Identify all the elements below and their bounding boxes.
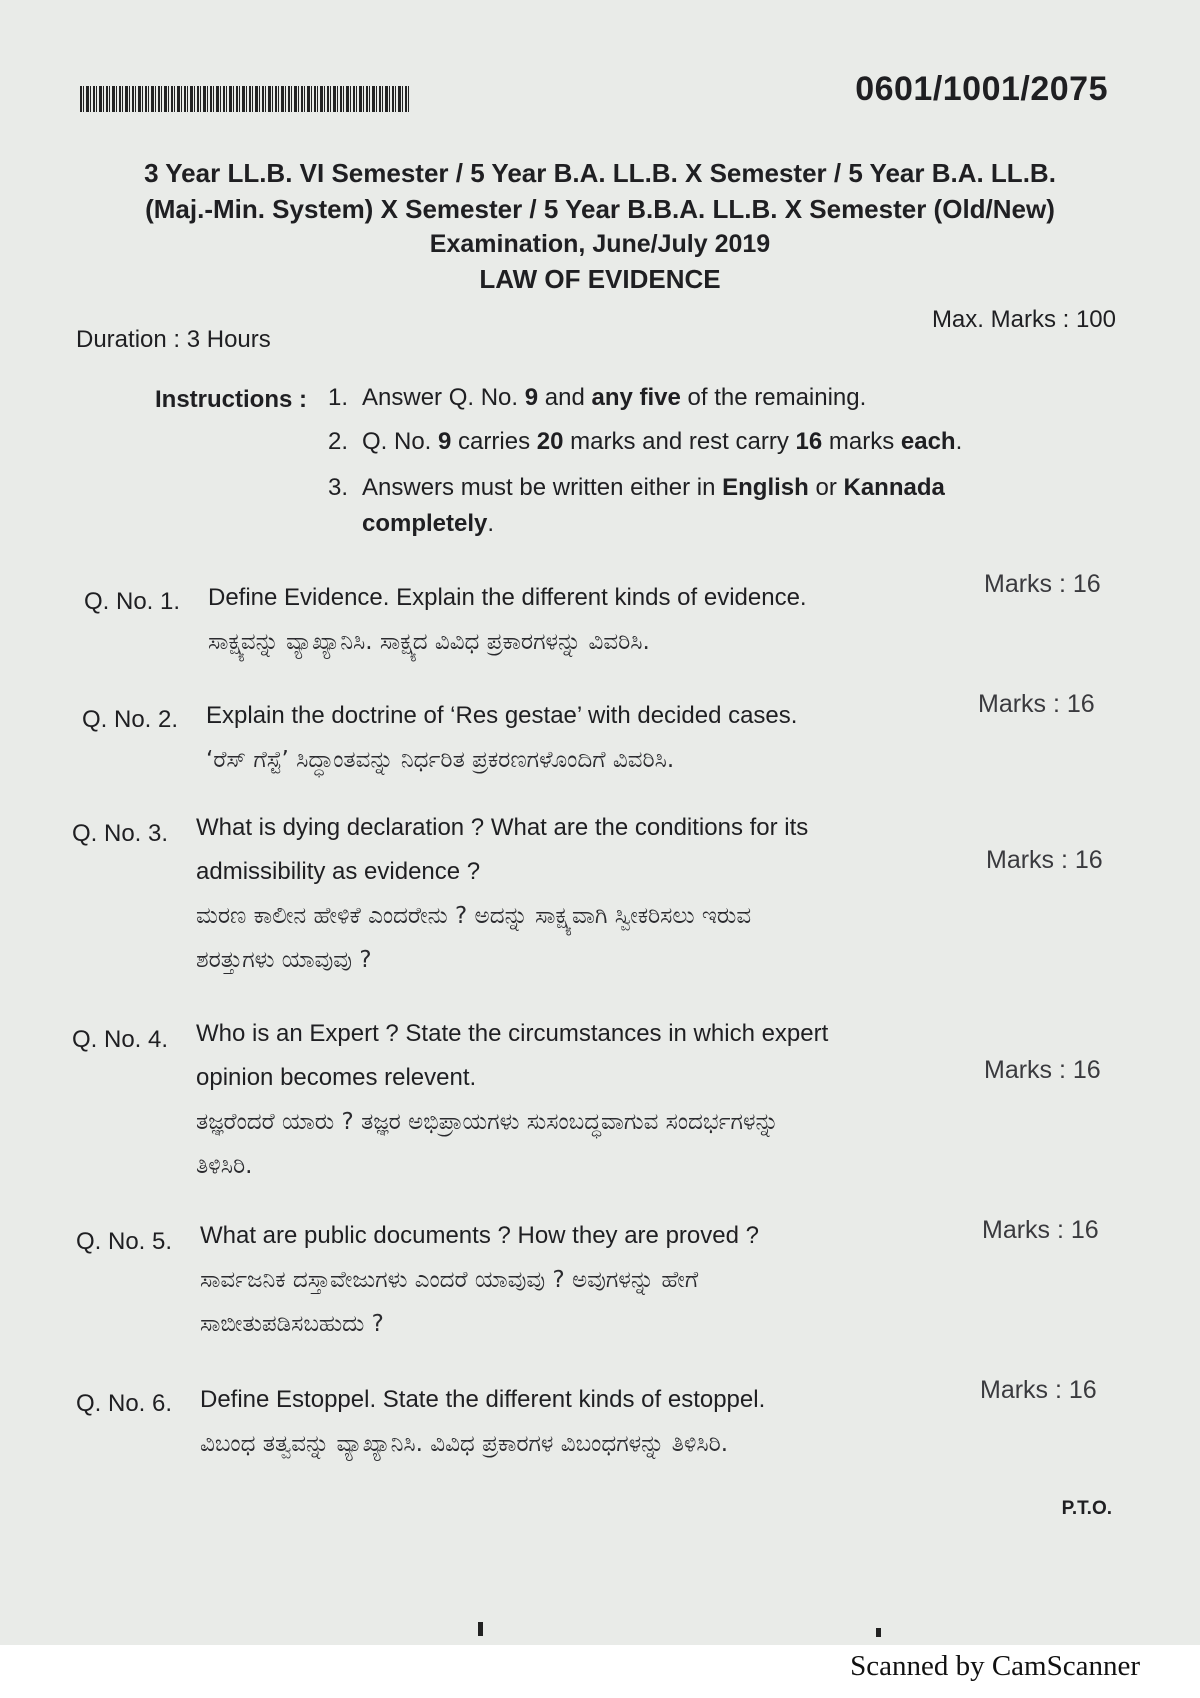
question-text-en: admissibility as evidence ?	[196, 858, 481, 885]
question-marks: Marks : 16	[982, 1216, 1099, 1244]
question-text-kn: ಸಾಕ್ಷ್ಯವನ್ನು ವ್ಯಾಖ್ಯಾನಿಸಿ. ಸಾಕ್ಷ್ಯದ ವಿವಿಧ ಪ್ರಕಾರಗಳನ್ನು ವಿವರಿಸಿ.	[208, 629, 650, 655]
question-marks: Marks : 16	[984, 570, 1101, 598]
instructions-label: Instructions :	[155, 386, 308, 413]
instruction-text: marks	[822, 428, 901, 455]
instruction-bold: any five	[591, 384, 681, 411]
question-text-en: Explain the doctrine of ‘Res gestae’ with decided cases.	[206, 702, 798, 729]
question-text-en: What is dying declaration ? What are the conditions for its	[196, 814, 809, 841]
scan-mark	[478, 1622, 483, 1636]
exam-header	[60, 155, 1140, 297]
question-marks: Marks : 16	[978, 690, 1095, 718]
question-text-en: What are public documents ? How they are proved ?	[200, 1222, 759, 1249]
question-number: Q. No. 2.	[82, 706, 179, 733]
question-marks: Marks : 16	[984, 1056, 1101, 1084]
instruction-text: .	[487, 510, 495, 537]
question-text-en: Define Estoppel. State the different kinds of estoppel.	[200, 1386, 766, 1413]
instruction-text: of the remaining.	[680, 384, 867, 411]
instruction-bold: 16	[795, 428, 823, 455]
instruction-text: carries	[451, 428, 537, 455]
instruction-bold: English	[722, 474, 809, 501]
question-number: Q. No. 4.	[72, 1026, 169, 1053]
question-text-kn: ವಿಬಂಧ ತತ್ವವನ್ನು ವ್ಯಾಖ್ಯಾನಿಸಿ. ವಿವಿಧ ಪ್ರಕಾರಗಳ ವಿಬಂಧಗಳನ್ನು ತಿಳಿಸಿರಿ.	[200, 1431, 729, 1457]
header-line-2: (Maj.-Min. System) X Semester / 5 Year B.B.A. LL.B. X Semester (Old/New)	[145, 194, 1055, 224]
question-text-kn: ಶರತ್ತುಗಳು ಯಾವುವು ?	[196, 947, 372, 973]
instruction-text: Answer Q. No.	[362, 384, 525, 411]
instruction-text: .	[955, 428, 963, 455]
instruction-text: Q. No.	[362, 428, 439, 455]
instruction-bold: 9	[438, 428, 452, 455]
question-text-kn: ‘ರೆಸ್ ಗೆಸ್ಟೆ’ ಸಿದ್ಧಾಂತವನ್ನು ನಿರ್ಧರಿತ ಪ್ರಕರಣಗಳೊಂದಿಗೆ ವಿವರಿಸಿ.	[206, 747, 675, 773]
question-body	[196, 1012, 976, 1188]
question-marks: Marks : 16	[986, 846, 1103, 874]
instruction-bold: completely	[362, 510, 488, 537]
header-line-1: 3 Year LL.B. VI Semester / 5 Year B.A. LL.B. X Semester / 5 Year B.A. LL.B.	[144, 158, 1056, 188]
paper-code: 0601/1001/2075	[855, 70, 1108, 108]
question-text-en: Who is an Expert ? State the circumstances in which expert	[196, 1020, 829, 1047]
instruction-number: 1.	[328, 384, 349, 411]
instruction-number: 2.	[328, 428, 349, 455]
question-body	[200, 1214, 980, 1346]
instruction-text: Answers must be written either in	[362, 474, 723, 501]
subject-title: LAW OF EVIDENCE	[479, 264, 721, 294]
instruction-item	[328, 424, 1088, 460]
scanner-watermark: Scanned by CamScanner	[850, 1650, 1140, 1682]
question-text-kn: ತಿಳಿಸಿರಿ.	[196, 1153, 253, 1179]
question-body	[200, 1378, 980, 1466]
max-marks: Max. Marks : 100	[931, 306, 1116, 333]
question-text-kn: ತಜ್ಞರೆಂದರೆ ಯಾರು ? ತಜ್ಞರ ಅಭಿಪ್ರಾಯಗಳು ಸುಸಂಬದ್ಧವಾಗುವ ಸಂದರ್ಭಗಳನ್ನು	[196, 1109, 779, 1135]
question-text-kn: ಸಾಬೀತುಪಡಿಸಬಹುದು ?	[200, 1311, 384, 1337]
instruction-item	[328, 470, 1088, 542]
question-text-en: Define Evidence. Explain the different kinds of evidence.	[208, 584, 807, 611]
instruction-text: and	[538, 384, 592, 411]
pto-note: P.T.O.	[1061, 1498, 1112, 1519]
question-body	[196, 806, 976, 982]
instruction-bold: 20	[536, 428, 564, 455]
instruction-bold: each	[900, 428, 956, 455]
question-text-kn: ಮರಣ ಕಾಲೀನ ಹೇಳಿಕೆ ಎಂದರೇನು ? ಅದನ್ನು ಸಾಕ್ಷ್ಯವಾಗಿ ಸ್ವೀಕರಿಸಲು ಇರುವ	[196, 903, 752, 929]
question-number: Q. No. 6.	[76, 1390, 173, 1417]
header-line-3: Examination, June/July 2019	[429, 230, 771, 258]
scan-mark	[876, 1628, 881, 1637]
question-marks: Marks : 16	[980, 1376, 1097, 1404]
question-number: Q. No. 5.	[76, 1228, 173, 1255]
instruction-text: marks and rest carry	[563, 428, 796, 455]
instruction-number: 3.	[328, 474, 349, 501]
barcode	[80, 86, 410, 112]
question-text-en: opinion becomes relevent.	[196, 1064, 477, 1091]
instruction-text: or	[808, 474, 844, 501]
instruction-bold: 9	[524, 384, 539, 411]
instruction-bold: Kannada	[843, 474, 945, 501]
question-body	[206, 694, 986, 782]
question-number: Q. No. 1.	[84, 588, 181, 615]
duration: Duration : 3 Hours	[76, 326, 271, 353]
question-body	[208, 576, 988, 664]
question-text-kn: ಸಾರ್ವಜನಿಕ ದಸ್ತಾವೇಜುಗಳು ಎಂದರೆ ಯಾವುವು ? ಅವುಗಳನ್ನು ಹೇಗೆ	[200, 1267, 699, 1293]
instruction-item	[328, 380, 1088, 416]
question-number: Q. No. 3.	[72, 820, 169, 847]
